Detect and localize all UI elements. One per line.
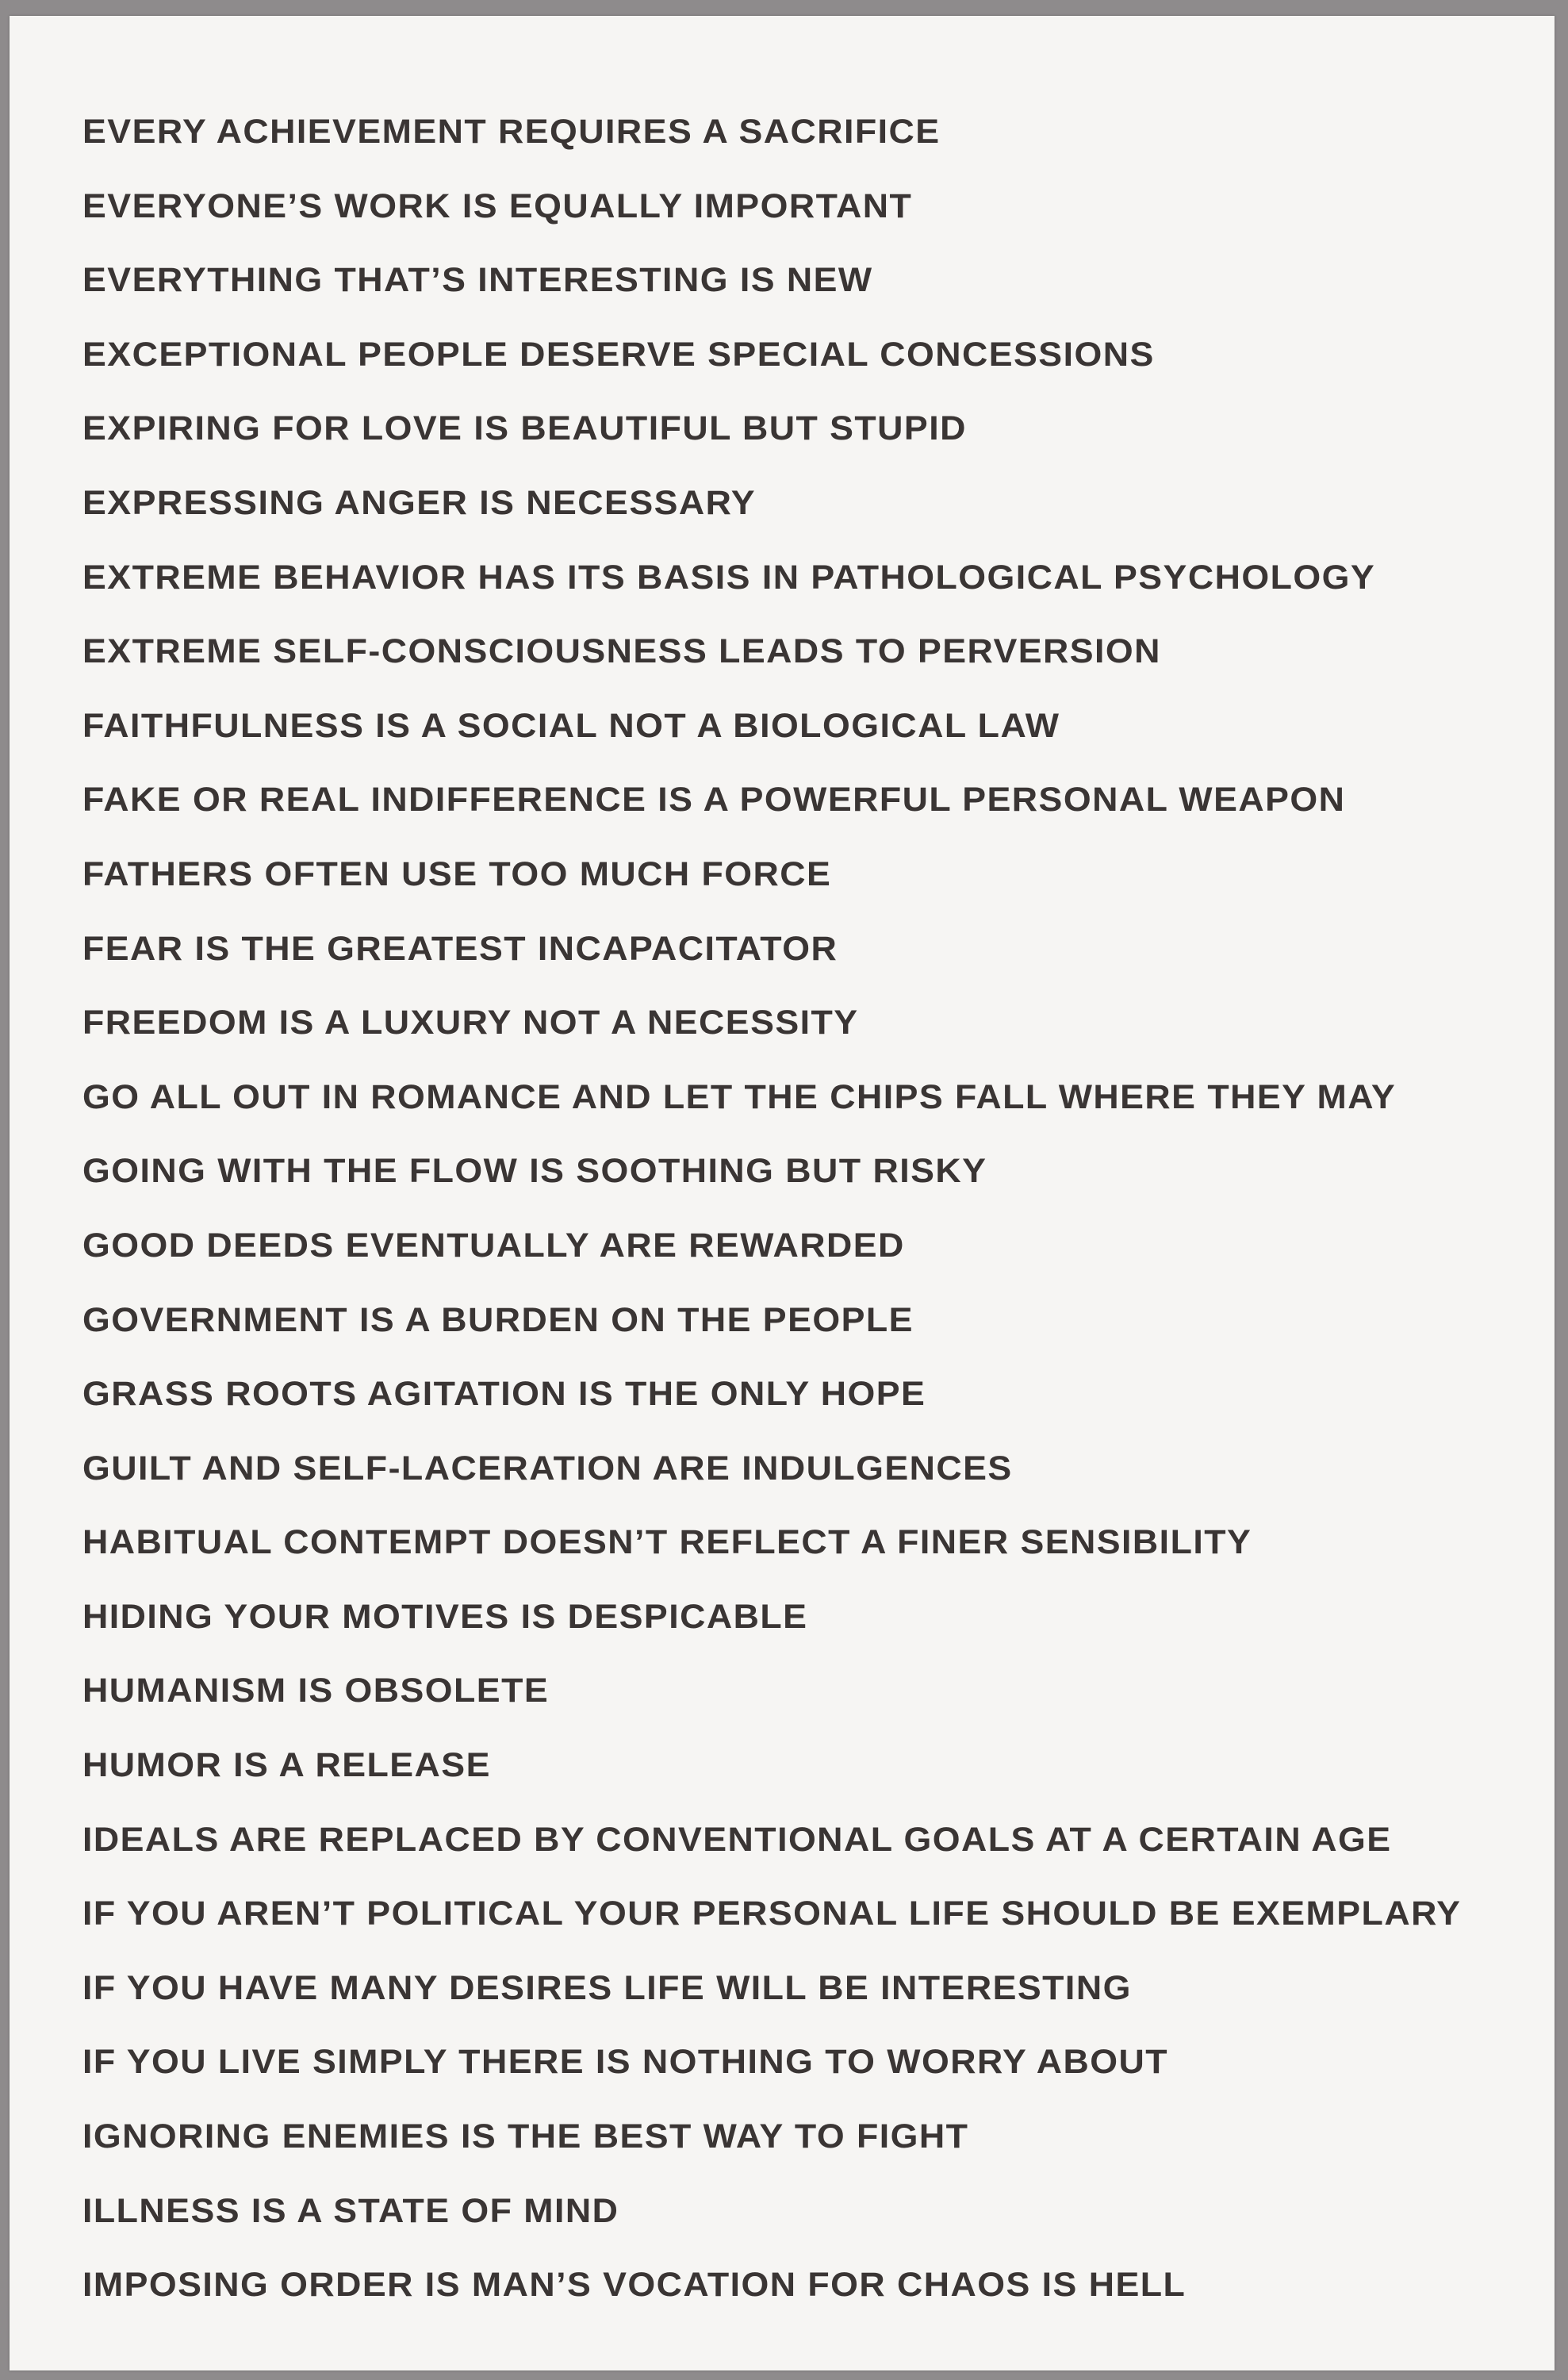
truism-line: FREEDOM IS A LUXURY NOT A NECESSITY [82,1004,859,1042]
truism-line: GOOD DEEDS EVENTUALLY ARE REWARDED [82,1226,905,1265]
truism-line: HUMOR IS A RELEASE [82,1746,491,1785]
truism-line: ILLNESS IS A STATE OF MIND [82,2191,619,2230]
truism-line: EXPRESSING ANGER IS NECESSARY [82,483,757,522]
truism-line: EXTREME SELF-CONSCIOUSNESS LEADS TO PERVERSION [82,632,1161,671]
truism-line: EXTREME BEHAVIOR HAS ITS BASIS IN PATHOLOGICAL PSYCHOLOGY [82,558,1376,597]
truism-line: FAKE OR REAL INDIFFERENCE IS A POWERFUL PERSONAL WEAPON [82,781,1346,820]
truism-line: GO ALL OUT IN ROMANCE AND LET THE CHIPS FALL WHERE THEY MAY [82,1077,1397,1116]
truism-line: FAITHFULNESS IS A SOCIAL NOT A BIOLOGICAL LAW [82,706,1060,745]
truism-line: IF YOU HAVE MANY DESIRES LIFE WILL BE INTERESTING [82,1968,1132,2007]
truism-line: GRASS ROOTS AGITATION IS THE ONLY HOPE [82,1375,926,1414]
truism-line: FATHERS OFTEN USE TOO MUCH FORCE [82,854,832,893]
truism-line: IGNORING ENEMIES IS THE BEST WAY TO FIGHT [82,2117,969,2156]
truism-line: IF YOU LIVE SIMPLY THERE IS NOTHING TO WORRY ABOUT [82,2043,1169,2082]
truism-line: EVERYONE’S WORK IS EQUALLY IMPORTANT [82,186,913,225]
truism-line: EXCEPTIONAL PEOPLE DESERVE SPECIAL CONCESSIONS [82,335,1155,374]
truism-line: EXPIRING FOR LOVE IS BEAUTIFUL BUT STUPID [82,409,967,448]
truisms-list [82,105,1542,2332]
truism-line: IDEALS ARE REPLACED BY CONVENTIONAL GOALS AT A CERTAIN AGE [82,1820,1392,1859]
truism-line: EVERY ACHIEVEMENT REQUIRES A SACRIFICE [82,113,941,151]
truism-line: FEAR IS THE GREATEST INCAPACITATOR [82,929,838,968]
truism-line: HUMANISM IS OBSOLETE [82,1672,550,1710]
truism-line: GOING WITH THE FLOW IS SOOTHING BUT RISKY [82,1152,987,1191]
truism-line: EVERYTHING THAT’S INTERESTING IS NEW [82,261,873,300]
truism-line: HABITUAL CONTEMPT DOESN’T REFLECT A FINER SENSIBILITY [82,1523,1252,1562]
truism-line: HIDING YOUR MOTIVES IS DESPICABLE [82,1597,808,1636]
truism-line: GUILT AND SELF-LACERATION ARE INDULGENCES [82,1449,1013,1488]
truism-line: GOVERNMENT IS A BURDEN ON THE PEOPLE [82,1300,914,1339]
truism-line: IF YOU AREN’T POLITICAL YOUR PERSONAL LIFE SHOULD BE EXEMPLARY [82,1894,1462,1933]
truism-line: IMPOSING ORDER IS MAN’S VOCATION FOR CHAOS IS HELL [82,2266,1187,2305]
poster-sheet [10,16,1555,2370]
